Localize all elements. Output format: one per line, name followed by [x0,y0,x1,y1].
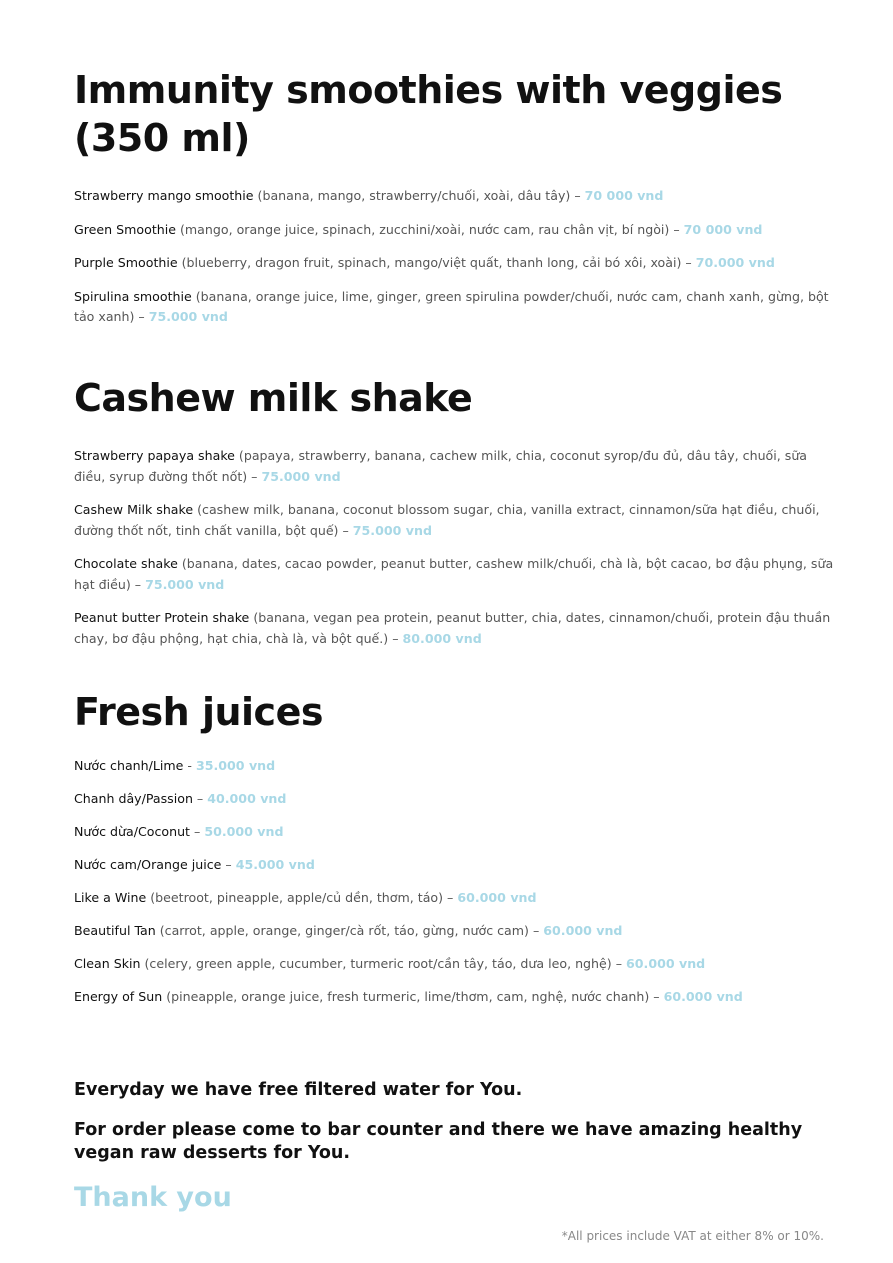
section-title: Fresh juices [74,690,323,734]
section-immunity-smoothies [74,66,834,328]
item-price: 75.000 vnd [145,576,225,592]
section-title [74,66,834,162]
item-description: – [221,857,236,872]
item-name: Spirulina smoothie [74,288,192,304]
item-price: 60.000 vnd [626,956,706,971]
menu-item [74,220,834,241]
menu-item [74,789,834,810]
item-price: 75.000 vnd [261,468,341,484]
item-name: Cashew Milk shake [74,502,194,517]
item-name: Nước dừa/Coconut [74,824,191,839]
section-title-line2: (350 ml) [74,116,250,160]
menu-item [74,987,834,1008]
menu-item [74,888,834,909]
menu-item [74,554,834,595]
item-price: 60.000 vnd [663,989,743,1004]
item-name: Chanh dây/Passion [74,791,193,806]
item-name: Purple Smoothie [74,255,178,270]
menu-item [74,608,834,649]
item-description: (cashew milk, banana, coconut blossom sugar, chia, vanilla extract, cinnamon/sữa hạt điều, chuối, đường thốt nốt, tinh chất vanilla, bột quế) – [74,502,820,538]
item-name: Chocolate shake [74,556,178,571]
item-description: (pineapple, orange juice, fresh turmeric, lime/thơm, cam, nghệ, nước chanh) – [162,989,664,1004]
menu-page [74,66,834,1213]
item-description: (banana, orange juice, lime, ginger, green spirulina powder/chuối, nước cam, chanh xanh, gừng, bột tảo xanh) – [74,288,829,324]
menu-item [74,855,834,876]
item-description: (banana, mango, strawberry/chuối, xoài, dâu tây) – [253,188,585,203]
item-name: Green Smoothie [74,221,176,237]
item-description: – [192,791,208,806]
menu-item [74,253,834,274]
item-description: (banana, vegan pea protein, peanut butter, chia, dates, cinnamon/chuối, protein đậu thuần chay, bơ đậu phộng, hạt chia, chà là, và bột quế.) – [74,610,831,646]
item-price: 75.000 vnd [352,522,432,538]
vat-note: *All prices include VAT at either 8% or 10%. [561,1229,824,1243]
menu-item [74,921,834,942]
footer-notes [74,1079,834,1182]
item-description: (blueberry, dragon fruit, spinach, mango/việt quất, thanh long, cải bó xôi, xoài) – [177,255,696,270]
item-price: 45.000 vnd [235,857,315,872]
item-description: (papaya, strawberry, banana, cachew milk, chia, coconut syrop/đu đủ, dâu tây, chuối, sữa điều, syrup đường thốt nốt) – [74,448,808,484]
item-name: Energy of Sun [74,989,163,1004]
section-cashew-milk-shake [74,374,834,662]
item-price: 40.000 vnd [207,791,287,806]
item-description: (carrot, apple, orange, ginger/cà rốt, táo, gừng, nước cam) – [155,923,544,938]
item-price: 35.000 vnd [195,758,276,773]
item-price: 60.000 vnd [457,890,537,905]
item-description: - [183,758,196,773]
section-title-line1: Immunity smoothies with veggies [74,68,783,112]
item-description: (celery, green apple, cucumber, turmeric root/cần tây, táo, dưa leo, nghệ) – [140,956,627,971]
item-price: 80.000 vnd [402,630,482,646]
menu-item [74,446,834,487]
section-title: Cashew milk shake [74,376,473,420]
item-price: 70 000 vnd [683,221,763,237]
item-price: 50.000 vnd [204,824,284,839]
item-description: (beetroot, pineapple, apple/củ dền, thơm, táo) – [146,890,458,905]
item-name: Strawberry mango smoothie [74,188,254,203]
menu-item [74,954,834,975]
item-name: Strawberry papaya shake [74,448,235,463]
item-name: Nước cam/Orange juice [74,857,222,872]
menu-item [74,500,834,541]
item-price: 70.000 vnd [695,255,775,270]
item-price: 60.000 vnd [543,923,623,938]
item-name: Beautiful Tan [74,923,156,938]
menu-item [74,186,834,207]
order-note: For order please come to bar counter and there we have amazing healthy vegan raw desserts for You. [74,1120,803,1163]
item-price: 70 000 vnd [584,188,664,203]
item-description: – [190,824,205,839]
thank-you-text: Thank you [74,1182,232,1213]
item-name: Like a Wine [74,890,147,905]
item-name: Peanut butter Protein shake [74,610,250,625]
menu-item [74,822,834,843]
section-fresh-juices [74,688,834,1020]
menu-item [74,756,834,777]
item-price: 75.000 vnd [148,309,228,324]
item-name: Clean Skin [74,956,141,971]
item-name: Nước chanh/Lime [74,758,184,773]
water-note: Everyday we have free filtered water for You. [74,1080,523,1100]
item-description: (mango, orange juice, spinach, zucchini/xoài, nước cam, rau chân vịt, bí ngòi) – [175,221,684,237]
item-description: (banana, dates, cacao powder, peanut butter, cashew milk/chuối, chà là, bột cacao, bơ đậu phụng, sữa hạt điều) – [74,556,834,592]
menu-item [74,287,834,328]
